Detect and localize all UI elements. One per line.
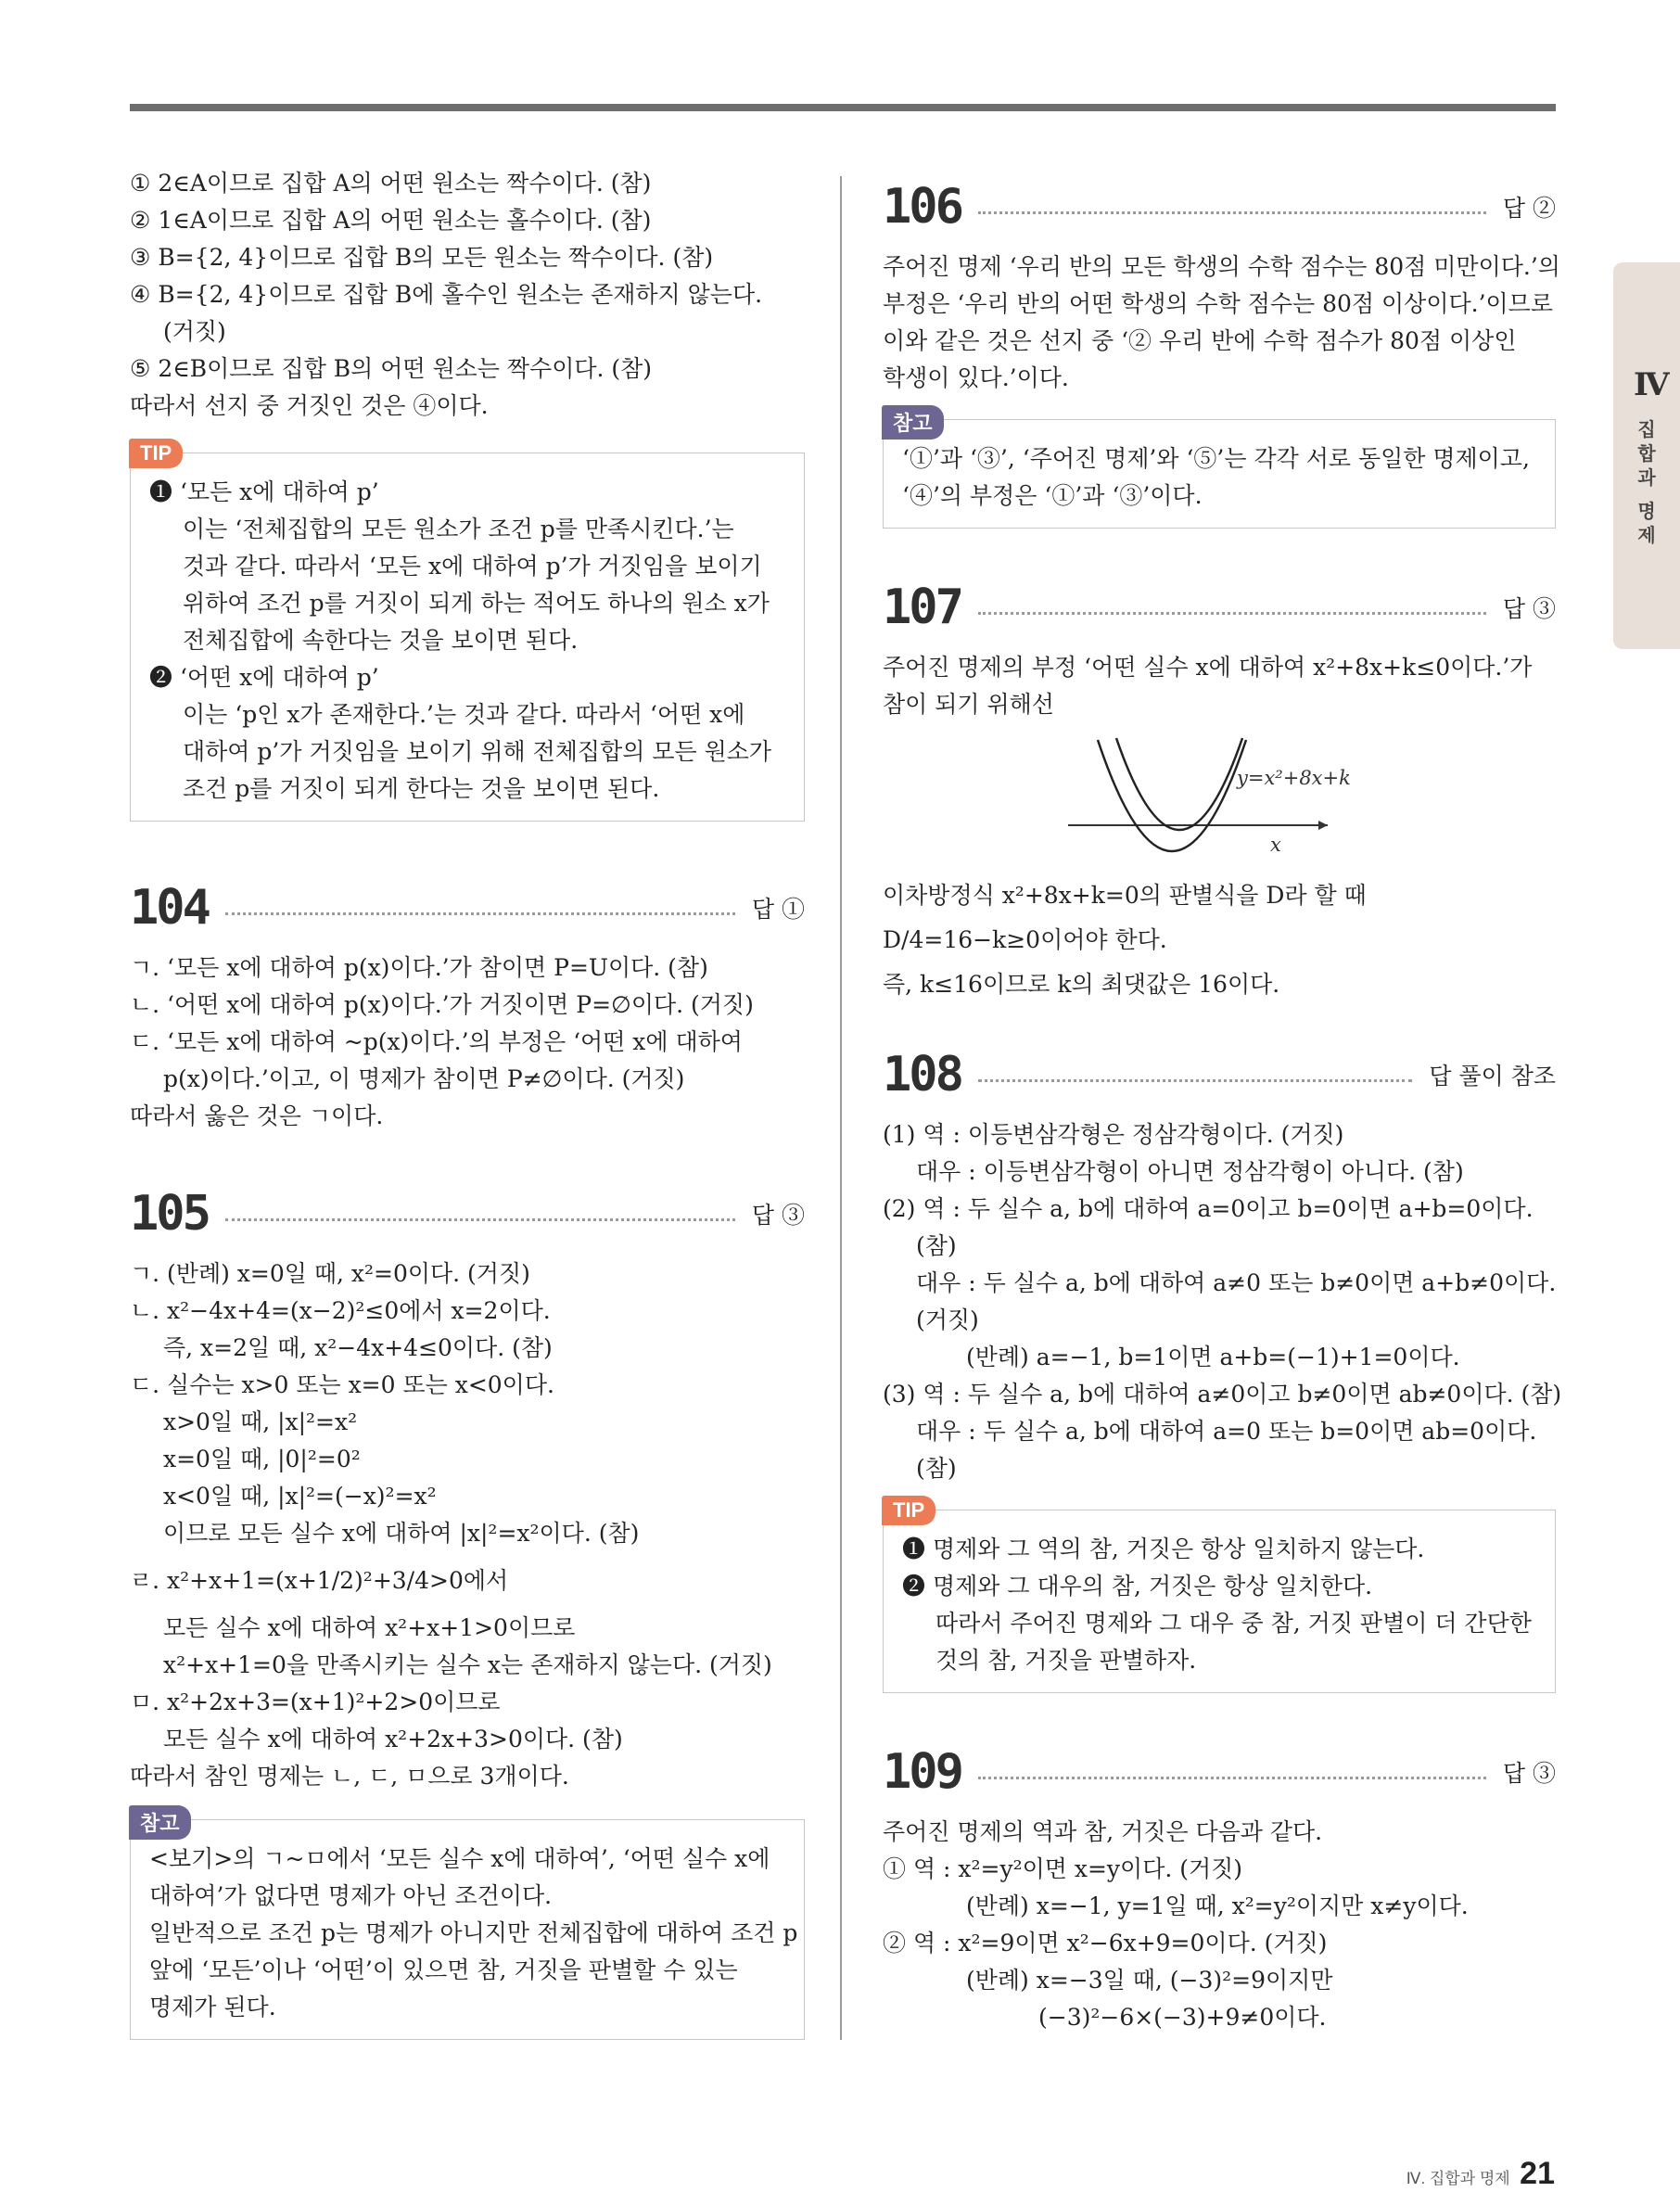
reference-line: 명제가 된다. <box>149 1994 276 2020</box>
text-line: ㄹ. x²+x+1=(x+1/2)²+3/4>0에서 <box>130 1567 509 1594</box>
text-line: p(x)이다.’이고, 이 명제가 참이면 P≠∅이다. (거짓) <box>163 1065 685 1092</box>
solution-105 <box>130 1255 805 1795</box>
text-line: (반례) a=−1, b=1이면 a+b=(−1)+1=0이다. <box>966 1344 1460 1370</box>
tip-tag: TIP <box>129 439 183 468</box>
parabola-figure <box>883 731 1556 870</box>
tip-line: 이는 ‘p인 x가 존재한다.’는 것과 같다. 따라서 ‘어떤 x에 <box>183 701 745 728</box>
problem-number: 107 <box>883 580 961 635</box>
tip-line: 따라서 주어진 명제와 그 대우 중 참, 거짓 판별이 더 간단한 <box>935 1610 1532 1637</box>
tab-char: 명 <box>1637 502 1656 522</box>
tab-char: 제 <box>1637 526 1656 546</box>
dotted-leader <box>978 1079 1412 1082</box>
text-line: ㄱ. ‘모든 x에 대하여 p(x)이다.’가 참이면 P=U이다. (참) <box>130 954 708 981</box>
text-line: 이차방정식 x²+8x+k=0의 판별식을 D라 할 때 <box>883 882 1367 909</box>
parabola-curve-lower <box>1098 740 1246 851</box>
reference-line: 일반적으로 조건 p는 명제가 아니지만 전체집합에 대하여 조건 p <box>149 1919 798 1946</box>
text-line: (1) 역 : 이등변삼각형은 정삼각형이다. (거짓) <box>883 1121 1344 1148</box>
text-line: 부정은 ‘우리 반의 어떤 학생의 수학 점수는 80점 이상이다.’이므로 <box>883 290 1553 317</box>
text-line: 주어진 명제의 역과 참, 거짓은 다음과 같다. <box>883 1818 1323 1845</box>
problem-header-105 <box>130 1172 805 1255</box>
problem-number: 105 <box>130 1186 209 1242</box>
solution-107 <box>883 649 1556 1003</box>
text-line: (참) <box>916 1455 957 1482</box>
text-line: (반례) x=−1, y=1일 때, x²=y²이지만 x≠y이다. <box>966 1893 1469 1919</box>
dotted-leader <box>978 211 1486 214</box>
solution-108 <box>883 1116 1562 1487</box>
text-line: 이와 같은 것은 선지 중 ‘② 우리 반에 수학 점수가 80점 이상인 <box>883 327 1517 354</box>
text-line: 따라서 옳은 것은 ㄱ이다. <box>130 1102 384 1129</box>
answer-label: 답 ① <box>751 896 805 923</box>
text-line: (−3)²−6×(−3)+9≠0이다. <box>1038 2004 1327 2031</box>
text-line: ⑤ 2∈B이므로 집합 B의 어떤 원소는 짝수이다. (참) <box>130 355 653 382</box>
tip-line: 전체집합에 속한다는 것을 보이면 된다. <box>183 627 579 654</box>
text-line: x²+x+1=0을 만족시키는 실수 x는 존재하지 않는다. (거짓) <box>163 1651 772 1678</box>
text-line: ㄷ. 실수는 x>0 또는 x=0 또는 x<0이다. <box>130 1371 554 1398</box>
tip-line: 위하여 조건 p를 거짓이 되게 하는 적어도 하나의 원소 x가 <box>183 590 770 617</box>
text-line: 대우 : 이등변삼각형이 아니면 정삼각형이 아니다. (참) <box>916 1158 1464 1185</box>
chapter-title-vertical <box>1635 418 1658 548</box>
page-footer <box>1406 2156 1555 2192</box>
solution-104 <box>130 949 805 1135</box>
tip-line: 조건 p를 거짓이 되게 한다는 것을 보이면 된다. <box>183 775 660 802</box>
text-line: ① 역 : x²=y²이면 x=y이다. (거짓) <box>883 1855 1243 1882</box>
text-line: x<0일 때, |x|²=(−x)²=x² <box>163 1483 437 1510</box>
tab-char <box>1635 491 1658 500</box>
tip-line: ❷ 명제와 그 대우의 참, 거짓은 항상 일치한다. <box>902 1573 1373 1599</box>
dotted-leader <box>978 1777 1486 1779</box>
reference-tag: 참고 <box>129 1805 191 1840</box>
tip-line: 이는 ‘전체집합의 모든 원소가 조건 p를 만족시킨다.’는 <box>183 516 734 542</box>
page-number: 21 <box>1520 2156 1555 2191</box>
text-line: 주어진 명제 ‘우리 반의 모든 학생의 수학 점수는 80점 미만이다.’의 <box>883 253 1560 280</box>
curve-label: y=x²+8x+k <box>1237 767 1351 789</box>
problem-number: 108 <box>883 1047 961 1102</box>
text-line: (거짓) <box>163 318 226 345</box>
right-column <box>883 165 1562 2036</box>
solution-109 <box>883 1814 1556 2036</box>
text-line: (참) <box>916 1232 957 1259</box>
tip-box <box>130 441 805 822</box>
text-line: ㄴ. ‘어떤 x에 대하여 p(x)이다.’가 거짓이면 P=∅이다. (거짓) <box>130 991 754 1018</box>
tip-line: ❶ ‘모든 x에 대하여 p’ <box>149 478 379 505</box>
text-line: 이므로 모든 실수 x에 대하여 |x|²=x²이다. (참) <box>163 1520 640 1547</box>
text-line: 주어진 명제의 부정 ‘어떤 실수 x에 대하여 x²+8x+k≤0이다.’가 <box>883 654 1533 681</box>
top-rule <box>130 104 1556 111</box>
problem-header-104 <box>130 866 805 949</box>
answer-label: 답 ③ <box>1502 595 1556 622</box>
tip-line: 것과 같다. 따라서 ‘모든 x에 대하여 p’가 거짓임을 보이기 <box>183 553 762 580</box>
left-column <box>130 165 805 2040</box>
problem-header-106 <box>883 165 1556 249</box>
text-line: 즉, k≤16이므로 k의 최댓값은 16이다. <box>883 971 1280 998</box>
problem-header-107 <box>883 566 1556 649</box>
column-divider <box>840 176 842 2040</box>
text-line: ㄷ. ‘모든 x에 대하여 ~p(x)이다.’의 부정은 ‘어떤 x에 대하여 <box>130 1028 743 1055</box>
text-line: (3) 역 : 두 실수 a, b에 대하여 a≠0이고 b≠0이면 ab≠0이다. (참) <box>883 1381 1562 1408</box>
tab-char: 과 <box>1637 468 1656 489</box>
text-line: D/4=16−k≥0이어야 한다. <box>883 926 1167 953</box>
text-line: ㄴ. x²−4x+4=(x−2)²≤0에서 x=2이다. <box>130 1297 551 1324</box>
reference-line: ‘④’의 부정은 ‘①’과 ‘③’이다. <box>902 482 1203 509</box>
problem-number: 109 <box>883 1744 961 1800</box>
text-line: (2) 역 : 두 실수 a, b에 대하여 a=0이고 b=0이면 a+b=0이다. <box>883 1195 1534 1222</box>
axis-arrow <box>1318 821 1328 830</box>
text-line: 모든 실수 x에 대하여 x²+x+1>0이므로 <box>163 1614 576 1641</box>
text-line: ② 역 : x²=9이면 x²−6x+9=0이다. (거짓) <box>883 1930 1328 1956</box>
answer-label: 답 ③ <box>751 1202 805 1229</box>
tab-char: 집 <box>1637 420 1656 440</box>
text-line: 즉, x=2일 때, x²−4x+4≤0이다. (참) <box>163 1334 553 1361</box>
text-line: 모든 실수 x에 대하여 x²+2x+3>0이다. (참) <box>163 1726 623 1752</box>
tip-line: ❶ 명제와 그 역의 참, 거짓은 항상 일치하지 않는다. <box>902 1536 1425 1562</box>
text-line: ② 1∈A이므로 집합 A의 어떤 원소는 홀수이다. (참) <box>130 207 652 234</box>
text-line: x=0일 때, |0|²=0² <box>163 1446 361 1472</box>
answer-label: 답 ③ <box>1502 1760 1556 1787</box>
text-line: ③ B={2, 4}이므로 집합 B의 모든 원소는 짝수이다. (참) <box>130 244 714 271</box>
text-line: 참이 되기 위해선 <box>883 691 1054 718</box>
text-line: (반례) x=−3일 때, (−3)²=9이지만 <box>966 1967 1333 1994</box>
parabola-graph <box>883 731 1556 870</box>
axis-label: x <box>1270 834 1281 856</box>
text-line: 대우 : 두 실수 a, b에 대하여 a≠0 또는 b≠0이면 a+b≠0이다. <box>916 1269 1557 1296</box>
text-line: ④ B={2, 4}이므로 집합 B에 홀수인 원소는 존재하지 않는다. <box>130 281 763 308</box>
tip-box <box>883 1498 1556 1693</box>
tip-line: 대하여 p’가 거짓임을 보이기 위해 전체집합의 모든 원소가 <box>183 738 772 765</box>
text-line: 따라서 참인 명제는 ㄴ, ㄷ, ㅁ으로 3개이다. <box>130 1763 569 1790</box>
reference-line: 대하여’가 없다면 명제가 아닌 조건이다. <box>149 1882 553 1909</box>
answer-label: 답 ② <box>1502 195 1556 222</box>
chapter-side-tab <box>1613 262 1680 649</box>
text-line: 따라서 선지 중 거짓인 것은 ④이다. <box>130 392 489 419</box>
problem-header-108 <box>883 1033 1556 1116</box>
dotted-leader <box>225 1218 735 1221</box>
solution-106 <box>883 249 1560 397</box>
tip-tag: TIP <box>882 1496 935 1525</box>
reference-line: <보기>의 ㄱ~ㅁ에서 ‘모든 실수 x에 대하여’, ‘어떤 실수 x에 <box>149 1845 770 1872</box>
problem-number: 106 <box>883 179 961 235</box>
reference-line: ‘①’과 ‘③’, ‘주어진 명제’와 ‘⑤’는 각각 서로 동일한 명제이고, <box>902 445 1530 472</box>
reference-box <box>883 412 1556 529</box>
reference-line: 앞에 ‘모든’이나 ‘어떤’이 있으면 참, 거짓을 판별할 수 있는 <box>149 1956 738 1983</box>
problem-number: 104 <box>130 880 209 936</box>
text-line: ㄱ. (반례) x=0일 때, x²=0이다. (거짓) <box>130 1260 530 1287</box>
reference-box <box>130 1812 805 2040</box>
reference-tag: 참고 <box>882 405 944 440</box>
text-line: 대우 : 두 실수 a, b에 대하여 a=0 또는 b=0이면 ab=0이다. <box>916 1418 1537 1445</box>
text-line: 학생이 있다.’이다. <box>883 364 1069 391</box>
text-line: ① 2∈A이므로 집합 A의 어떤 원소는 짝수이다. (참) <box>130 170 652 197</box>
tip-line: 것의 참, 거짓을 판별하자. <box>935 1647 1197 1674</box>
tab-char: 합 <box>1637 444 1656 465</box>
tip-line: ❷ ‘어떤 x에 대하여 p’ <box>149 664 379 691</box>
intro-solution <box>130 165 805 425</box>
answer-label: 답 풀이 참조 <box>1429 1063 1556 1090</box>
text-line: ㅁ. x²+2x+3=(x+1)²+2>0이므로 <box>130 1689 501 1715</box>
dotted-leader <box>978 612 1486 615</box>
parabola-curve-upper <box>1116 738 1242 830</box>
problem-header-109 <box>883 1730 1556 1814</box>
dotted-leader <box>225 912 735 915</box>
chapter-numeral: Ⅳ <box>1634 366 1670 403</box>
text-line: (거짓) <box>916 1306 979 1333</box>
text-line: x>0일 때, |x|²=x² <box>163 1408 358 1435</box>
footer-section: Ⅳ. 집합과 명제 <box>1406 2170 1510 2187</box>
